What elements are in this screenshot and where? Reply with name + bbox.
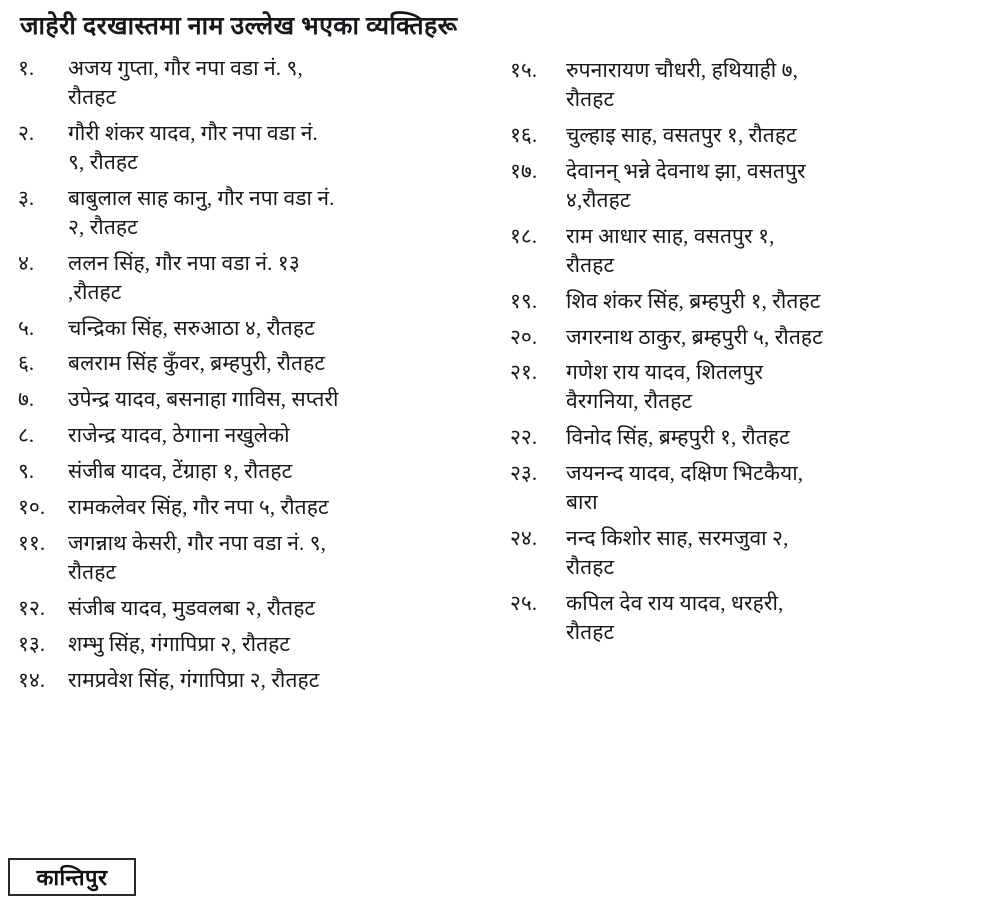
list-item-number: ८. [18, 423, 35, 448]
list-item-line2: रौतहट [68, 560, 117, 585]
list-item-line2: रौतहट [68, 84, 117, 109]
list-item-line1: देवानन् भन्ने देवनाथ झा, वसतपुर [566, 158, 806, 183]
list-item [18, 493, 488, 522]
list-item-line1: कपिल देव राय यादव, धरहरी, [566, 591, 784, 616]
list-item-text [68, 314, 315, 343]
list-item-text [68, 493, 329, 522]
publisher-watermark: कान्तिपुर [8, 858, 136, 896]
list-item-number: १६. [510, 122, 538, 147]
list-item-line1: गणेश राय यादव, शितलपुर [566, 360, 764, 385]
list-item-number: २५. [510, 591, 538, 616]
list-item-line1: रुपनारायण चौधरी, हथियाही ७, [566, 57, 798, 82]
list-item-text [68, 421, 290, 450]
list-item [510, 121, 980, 150]
list-item-line1: शिव शंकर सिंह, ब्रम्हपुरी १, रौतहट [566, 288, 821, 313]
list-item [18, 184, 488, 242]
list-item-number: २. [18, 120, 35, 145]
list-item-number: २२. [510, 425, 538, 450]
list-item-number: ६. [18, 351, 35, 376]
list-item-text [566, 589, 783, 647]
list-item [18, 457, 488, 486]
list-item-number: ७. [18, 387, 35, 412]
list-item-line1: संजीब यादव, मुडवलबा २, रौतहट [68, 596, 316, 621]
list-item-number: २०. [510, 324, 538, 349]
list-item [510, 287, 980, 316]
list-item [18, 529, 488, 587]
list-item [510, 459, 980, 517]
list-item [18, 385, 488, 414]
list-item [18, 54, 488, 112]
list-item-text [68, 457, 292, 486]
list-item-line2: बारा [566, 490, 598, 515]
list-item-number: १०. [18, 495, 46, 520]
list-item [18, 630, 488, 659]
list-item-line1: जयनन्द यादव, दक्षिण भिटकैया, [566, 461, 804, 486]
list-item-line1: चन्द्रिका सिंह, सरुआठा ४, रौतहट [68, 315, 315, 340]
list-item-line1: गौरी शंकर यादव, गौर नपा वडा नं. [68, 120, 318, 145]
list-item-text [68, 184, 335, 242]
list-item-text [566, 121, 797, 150]
list-column-right [510, 54, 980, 654]
list-item [18, 119, 488, 177]
list-item-line1: बाबुलाल साह कानु, गौर नपा वडा नं. [68, 185, 335, 210]
list-item-line1: नन्द किशोर साह, सरमजुवा २, [566, 526, 789, 551]
list-item-line1: जगरनाथ ठाकुर, ब्रम्हपुरी ५, रौतहट [566, 324, 823, 349]
list-item-text [566, 157, 806, 215]
list-item [18, 421, 488, 450]
list-item-line1: राजेन्द्र यादव, ठेगाना नखुलेको [68, 423, 290, 448]
list-item [510, 589, 980, 647]
list-item-text [566, 222, 774, 280]
list-item-text [566, 323, 823, 352]
list-item-text [566, 358, 763, 416]
list-item-text [566, 524, 788, 582]
list-item-line1: विनोद सिंह, ब्रम्हपुरी १, रौतहट [566, 425, 790, 450]
list-item-text [566, 56, 798, 114]
list-item-line1: उपेन्द्र यादव, बसनाहा गाविस, सप्तरी [68, 387, 339, 412]
list-item-line1: रामप्रवेश सिंह, गंगापिप्रा २, रौतहट [68, 668, 320, 693]
list-item [18, 349, 488, 378]
list-item-text [566, 287, 820, 316]
list-item-text [68, 666, 319, 695]
list-item [18, 666, 488, 695]
list-column-left [18, 54, 488, 702]
list-item-number: ११. [18, 531, 46, 556]
list-item-line1: शम्भु सिंह, गंगापिप्रा २, रौतहट [68, 632, 291, 657]
list-item [510, 56, 980, 114]
list-item-number: ५. [18, 315, 35, 340]
list-item-text [68, 249, 300, 307]
list-item-number: १२. [18, 596, 46, 621]
list-item [18, 594, 488, 623]
list-item-line1: अजय गुप्ता, गौर नपा वडा नं. ९, [68, 55, 303, 80]
list-item [510, 358, 980, 416]
list-item-line2: २, रौतहट [68, 214, 138, 239]
list-item-number: १५. [510, 57, 538, 82]
list-item-text [68, 54, 303, 112]
list-item-line2: ९, रौतहट [68, 149, 138, 174]
list-item-number: १७. [510, 158, 538, 183]
list-item-number: ९. [18, 459, 35, 484]
list-item-line2: ,रौतहट [68, 279, 122, 304]
list-item-number: १८. [510, 223, 538, 248]
list-item-text [68, 529, 326, 587]
list-item [510, 222, 980, 280]
page-title: जाहेरी दरखास्तमा नाम उल्लेख भएका व्यक्तिहरू [20, 13, 458, 40]
list-item-line1: ललन सिंह, गौर नपा वडा नं. १३ [68, 250, 300, 275]
list-item-number: २३. [510, 461, 538, 486]
list-item-text [68, 349, 325, 378]
list-item-number: १९. [510, 288, 538, 313]
list-item [510, 157, 980, 215]
list-item-line1: रामकलेवर सिंह, गौर नपा ५, रौतहट [68, 495, 329, 520]
list-item [510, 323, 980, 352]
two-column-list [18, 54, 981, 702]
list-item-line2: वैरगनिया, रौतहट [566, 389, 693, 414]
list-item-number: १. [18, 55, 35, 80]
list-item-line2: रौतहट [566, 555, 615, 580]
list-item-line1: चुल्हाइ साह, वसतपुर १, रौतहट [566, 122, 797, 147]
list-item-text [68, 119, 318, 177]
list-item-line1: बलराम सिंह कुँवर, ब्रम्हपुरी, रौतहट [68, 351, 326, 376]
list-item-line1: राम आधार साह, वसतपुर १, [566, 223, 775, 248]
list-item-line1: जगन्नाथ केसरी, गौर नपा वडा नं. ९, [68, 531, 327, 556]
list-item [18, 249, 488, 307]
list-item [18, 314, 488, 343]
list-item-number: १३. [18, 632, 46, 657]
list-item-text [566, 423, 790, 452]
list-item-text [68, 385, 339, 414]
list-item-text [68, 594, 315, 623]
list-item-line1: संजीब यादव, टेंग्राहा १, रौतहट [68, 459, 293, 484]
list-item-line2: रौतहट [566, 86, 615, 111]
list-item [510, 524, 980, 582]
list-item-number: ३. [18, 185, 35, 210]
list-item-text [566, 459, 803, 517]
list-item-line2: ४,रौतहट [566, 187, 631, 212]
list-item [510, 423, 980, 452]
list-item-number: २४. [510, 526, 538, 551]
list-item-text [68, 630, 290, 659]
list-item-number: २१. [510, 360, 538, 385]
list-item-number: ४. [18, 250, 35, 275]
list-item-line2: रौतहट [566, 620, 615, 645]
list-item-line2: रौतहट [566, 252, 615, 277]
list-item-number: १४. [18, 668, 46, 693]
